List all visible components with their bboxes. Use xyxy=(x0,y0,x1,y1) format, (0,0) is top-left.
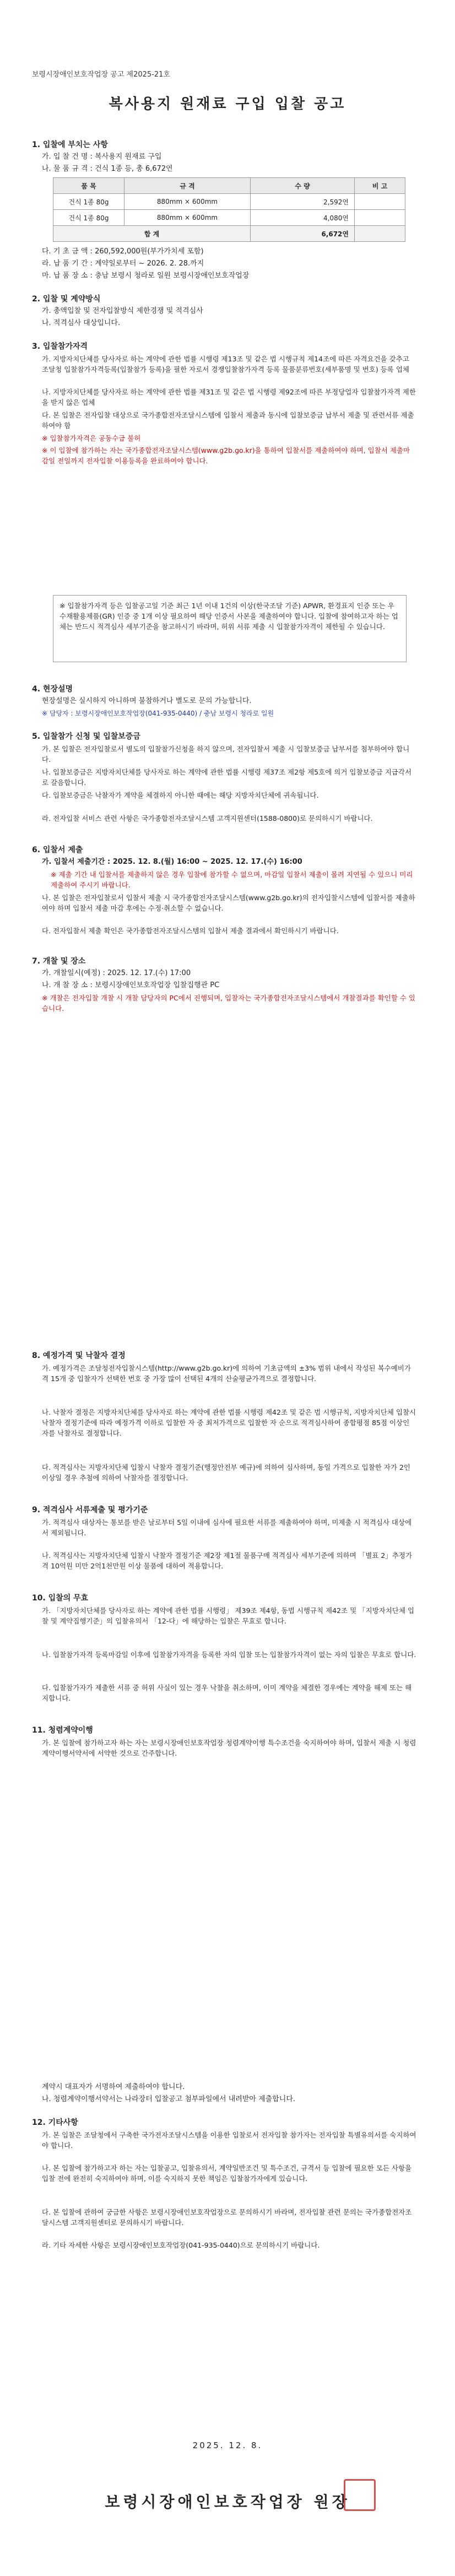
section-1-title: 1. 입찰에 부치는 사항 xyxy=(32,140,108,149)
table-cell: 4,080연 xyxy=(251,210,355,226)
section-4-title: 4. 현장설명 xyxy=(32,685,73,694)
spec-table xyxy=(53,177,405,242)
table-header: 품 목 xyxy=(53,178,124,194)
opening-note: ※ 개찰은 전자입찰 개찰 시 개찰 담당자의 PC에서 진행되며, 입찰자는 국가종합전자조달시스템에서 개찰결과를 확인할 수 있습니다. xyxy=(42,994,416,1013)
section-9-title: 9. 적격심사 서류제출 및 평가기준 xyxy=(32,1506,148,1514)
submission-method: 나. 본 입찰은 전자입찰로서 입찰서 제출 시 국가종합전자조달시스템(www.g2b.go.kr)의 전자입찰시스템에 입찰서를 제출하여야 하며 입찰서 제출 마감 후에는 수정·취소할 수 없습니다. xyxy=(42,894,415,912)
table-total-value: 6,672연 xyxy=(251,226,355,242)
qualification-note-1: ※ 입찰참가자격은 공동수급 불허 xyxy=(42,434,141,442)
section-8-title: 8. 예정가격 및 낙찰자 결정 xyxy=(32,1351,126,1360)
invalid-a: 가. 「지방자치단체를 당사자로 하는 계약에 관한 법률 시행령」 제39조 제4항, 동법 시행규칙 제42조 및 「지방자치단체 입찰 및 계약집행기준」의 입찰유의서 「12-다」에 해당하는 입찰은 무효로 합니다. xyxy=(42,1606,415,1625)
deposit-c: 다. 입찰보증금은 낙찰자가 계약을 체결하지 아니한 때에는 해당 지방자치단체에 귀속됩니다. xyxy=(42,791,319,799)
contract-method: 가. 총액입찰 및 전자입찰방식 제한경쟁 및 적격심사 xyxy=(42,307,203,315)
table-cell: 880mm × 600mm xyxy=(124,194,251,210)
site-briefing: 현장설명은 실시하지 아니하며 불참하거나 별도로 문의 가능합니다. xyxy=(42,697,252,705)
etc-c: 다. 본 입찰에 관하여 궁금한 사항은 보령시장애인보호작업장으로 문의하시기 바라며, 전자입찰 관련 문의는 국가종합전자조달시스템 고객지원센터로 문의하시기 바랍니다. xyxy=(42,2208,412,2227)
invalid-c: 다. 입찰참가자가 제출한 서류 중 허위 사실이 있는 경우 낙찰을 취소하며, 이미 계약을 체결한 경우에는 계약을 해제 또는 해지합니다. xyxy=(42,1684,412,1702)
invalid-b: 나. 입찰참가자격 등록마감일 이후에 입찰참가자격을 등록한 자의 입찰 또는 입찰참가자격이 없는 자의 입찰은 무효로 합니다. xyxy=(42,1650,416,1659)
award-b: 나. 낙찰자 결정은 지방자치단체를 당사자로 하는 계약에 관한 법률 시행령 제42조 및 같은 법 시행규칙, 지방자치단체 입찰시 낙찰자 결정기준에 따라 예정가격 이하로 입찰한 자 중 최저가격으로 입찰한 자 순으로 적격심사하여 종합평점 85점 이상인 자를 낙찰자로 결정합니다. xyxy=(42,1408,416,1437)
integrity-a: 가. 본 입찰에 참가하고자 하는 자는 보령시장애인보호작업장 청렴계약이행 특수조건을 숙지하여야 하며, 입찰서 제출 시 청렴계약이행서약서에 서약한 것으로 간주합니다. xyxy=(42,1739,416,1757)
qualification-b: 나. 지방자치단체를 당사자로 하는 계약에 관한 법률 제31조 및 같은 법 시행령 제92조에 따른 부정당업자 입찰참가자격 제한을 받지 않은 업체 xyxy=(42,388,416,407)
table-header: 수 량 xyxy=(251,178,355,194)
delivery-place: 마. 납 품 장 소 : 충남 보령시 청라로 일원 보령시장애인보호작업장 xyxy=(42,272,250,280)
table-cell: 2,592연 xyxy=(251,194,355,210)
table-cell: 건식 1종 80g xyxy=(53,194,124,210)
etc-a: 가. 본 입찰은 조달청에서 구축한 국가전자조달시스템을 이용한 입찰로서 전자입찰 참가자는 전자입찰 특별유의서를 숙지하여야 합니다. xyxy=(42,2131,416,2150)
section-6-title: 6. 입찰서 제출 xyxy=(32,846,83,854)
integrity-download: 나. 청렴계약이행서약서는 나라장터 입찰공고 첨부파일에서 내려받아 제출합니다. xyxy=(42,2095,296,2103)
section-12-title: 12. 기타사항 xyxy=(32,2118,78,2127)
table-total-label: 합 계 xyxy=(53,226,251,242)
qualification-note-2: ※ 이 입찰에 참가하는 자는 국가종합전자조달시스템(www.g2b.go.kr)을 통하여 입찰서를 제출하여야 하며, 입찰서 제출마감일 전일까지 전자입찰 이용등록을 완료하여야 합니다. xyxy=(42,446,410,465)
section-7-title: 7. 개찰 및 장소 xyxy=(32,957,86,966)
deposit-a: 가. 본 입찰은 전자입찰로서 별도의 입찰참가신청을 하지 않으며, 전자입찰서 제출 시 입찰보증금 납부서를 첨부하여야 합니다. xyxy=(42,745,410,764)
deposit-b: 나. 입찰보증금은 지방자치단체를 당사자로 하는 계약에 관한 법률 시행령 제37조 제2항 제5호에 의거 입찰보증금 지급각서로 갈음합니다. xyxy=(42,768,412,787)
notice-number: 보령시장애인보호작업장 공고 제2025-21호 xyxy=(32,71,170,79)
table-total-row xyxy=(53,226,405,242)
section-11-title: 11. 청렴계약이행 xyxy=(32,1726,93,1735)
section-2-title: 2. 입찰 및 계약방식 xyxy=(32,295,101,304)
table-cell xyxy=(355,226,405,242)
qualification-c: 다. 본 입찰은 전자입찰 대상으로 국가종합전자조달시스템에 입찰서 제출과 동시에 입찰보증금 납부서 제출 및 관련서류 제출하여야 함 xyxy=(42,411,414,430)
delivery-period: 라. 납 품 기 간 : 계약일로부터 ~ 2026. 2. 28.까지 xyxy=(42,259,204,268)
table-cell: 880mm × 600mm xyxy=(124,210,251,226)
review-a: 가. 적격심사 대상자는 통보를 받은 날로부터 5일 이내에 심사에 필요한 서류를 제출하여야 하며, 미제출 시 적격심사 대상에서 제외됩니다. xyxy=(42,1518,412,1537)
table-cell xyxy=(355,194,405,210)
official-seal xyxy=(344,2479,376,2511)
notice-title: 복사용지 원재료 구입 입찰 공고 xyxy=(109,96,346,112)
base-price: 다. 기 초 금 액 : 260,592,000원(부가가치세 포함) xyxy=(42,247,204,256)
table-cell xyxy=(355,210,405,226)
submission-period: 가. 입찰서 제출기간 : 2025. 12. 8.(월) 16:00 ~ 2025. 12. 17.(수) 16:00 xyxy=(42,858,302,866)
opening-datetime: 가. 개찰일시(예정) : 2025. 12. 17.(수) 17:00 xyxy=(42,969,191,977)
etc-b: 나. 본 입찰에 참가하고자 하는 자는 입찰공고, 입찰유의서, 계약일반조건 및 특수조건, 규격서 등 입찰에 필요한 모든 사항을 입찰 전에 완전히 숙지하여야 하며, 이를 숙지하지 못한 책임은 입찰참가자에게 있습니다. xyxy=(42,2164,412,2183)
submission-note: ※ 제출 기간 내 입찰서를 제출하지 않은 경우 입찰에 참가할 수 없으며, 마감일 입찰서 제출이 몰려 지연될 수 있으니 미리 제출하여 주시기 바랍니다. xyxy=(51,870,413,889)
table-row xyxy=(53,210,405,226)
table-row xyxy=(53,194,405,210)
section-3-title: 3. 입찰참가자격 xyxy=(32,342,88,351)
review-b: 나. 적격심사는 지방자치단체 입찰시 낙찰자 결정기준 제2장 제1절 물품구매 적격심사 세부기준에 의하며 「별표 2」추정가격 10억원 미만 2억1천만원 이상 물품에 대하여 적용합니다. xyxy=(42,1551,413,1570)
award-c: 다. 적격심사는 지방자치단체 입찰시 낙찰자 결정기준(행정안전부 예규)에 의하여 심사하며, 동일 가격으로 입찰한 자가 2인 이상일 경우 추첨에 의하여 낙찰자를 결정합니다. xyxy=(42,1463,410,1482)
section-5-title: 5. 입찰참가 신청 및 입찰보증금 xyxy=(32,732,140,741)
qualification-box-text: ※ 입찰참가자격 등은 입찰공고일 기준 최근 1년 이내 1건의 이상(한국조달 기준) APWR, 환경표지 인증 또는 우수재활용제품(GR) 인증 중 1개 이상 필요하여 해당 인증서 사본을 제출하여야 합니다. 입찰에 참여하고자 하는 업체는 반드시 적격심사 세부기준을 참고하시기 바라며, 허위 서류 제출 시 입찰참가자격이 제한될 수 있습니다. xyxy=(59,602,398,631)
notice-date: 2025. 12. 8. xyxy=(192,2440,263,2450)
submission-check: 다. 전자입찰서 제출 확인은 국가종합전자조달시스템의 입찰서 제출 결과에서 확인하시기 바랍니다. xyxy=(42,927,339,935)
award-a: 가. 예정가격은 조달청전자입찰시스템(http://www.g2b.go.kr)에 의하여 기초금액의 ±3% 범위 내에서 작성된 복수예비가격 15개 중 입찰자가 선택한 번호 중 가장 많이 선택된 4개의 산술평균가격으로 결정합니다. xyxy=(42,1364,411,1383)
integrity-sign: 계약시 대표자가 서명하여 제출하여야 합니다. xyxy=(42,2083,185,2091)
table-header: 비 고 xyxy=(355,178,405,194)
bid-item-name: 가. 입 찰 건 명 : 복사용지 원재료 구입 xyxy=(42,153,162,161)
section-10-title: 10. 입찰의 무효 xyxy=(32,1594,89,1603)
bid-item-spec: 나. 물 품 규 격 : 건식 1종 등, 총 6,672연 xyxy=(42,165,173,173)
issuing-organization: 보령시장애인보호작업장 원장 xyxy=(105,2493,350,2511)
opening-place: 나. 개 찰 장 소 : 보령시장애인보호작업장 입찰집행관 PC xyxy=(42,981,220,989)
spec-table-header xyxy=(53,178,405,194)
deposit-d: 라. 전자입찰 서비스 관련 사항은 국가종합전자조달시스템 고객지원센터(1588-0800)로 문의하시기 바랍니다. xyxy=(42,814,373,822)
qualification-review: 나. 적격심사 대상입니다. xyxy=(42,319,121,327)
table-header: 규 격 xyxy=(124,178,251,194)
etc-d: 라. 기타 자세한 사항은 보령시장애인보호작업장(041-935-0440)으로 문의하시기 바랍니다. xyxy=(42,2241,320,2249)
qualification-a: 가. 지방자치단체를 당사자로 하는 계약에 관한 법률 시행령 제13조 및 같은 법 시행규칙 제14조에 따른 자격요건을 갖추고 조달청 입찰참가자격등록(입찰참가 등록)을 필한 자로서 경쟁입찰참가자격 등록 물품분류번호(세부품명 및 번호) 등록 업체 xyxy=(42,355,409,374)
table-cell: 건식 1종 80g xyxy=(53,210,124,226)
site-contact: ※ 담당자 : 보령시장애인보호작업장(041-935-0440) / 충남 보령시 청라로 일원 xyxy=(42,710,274,717)
